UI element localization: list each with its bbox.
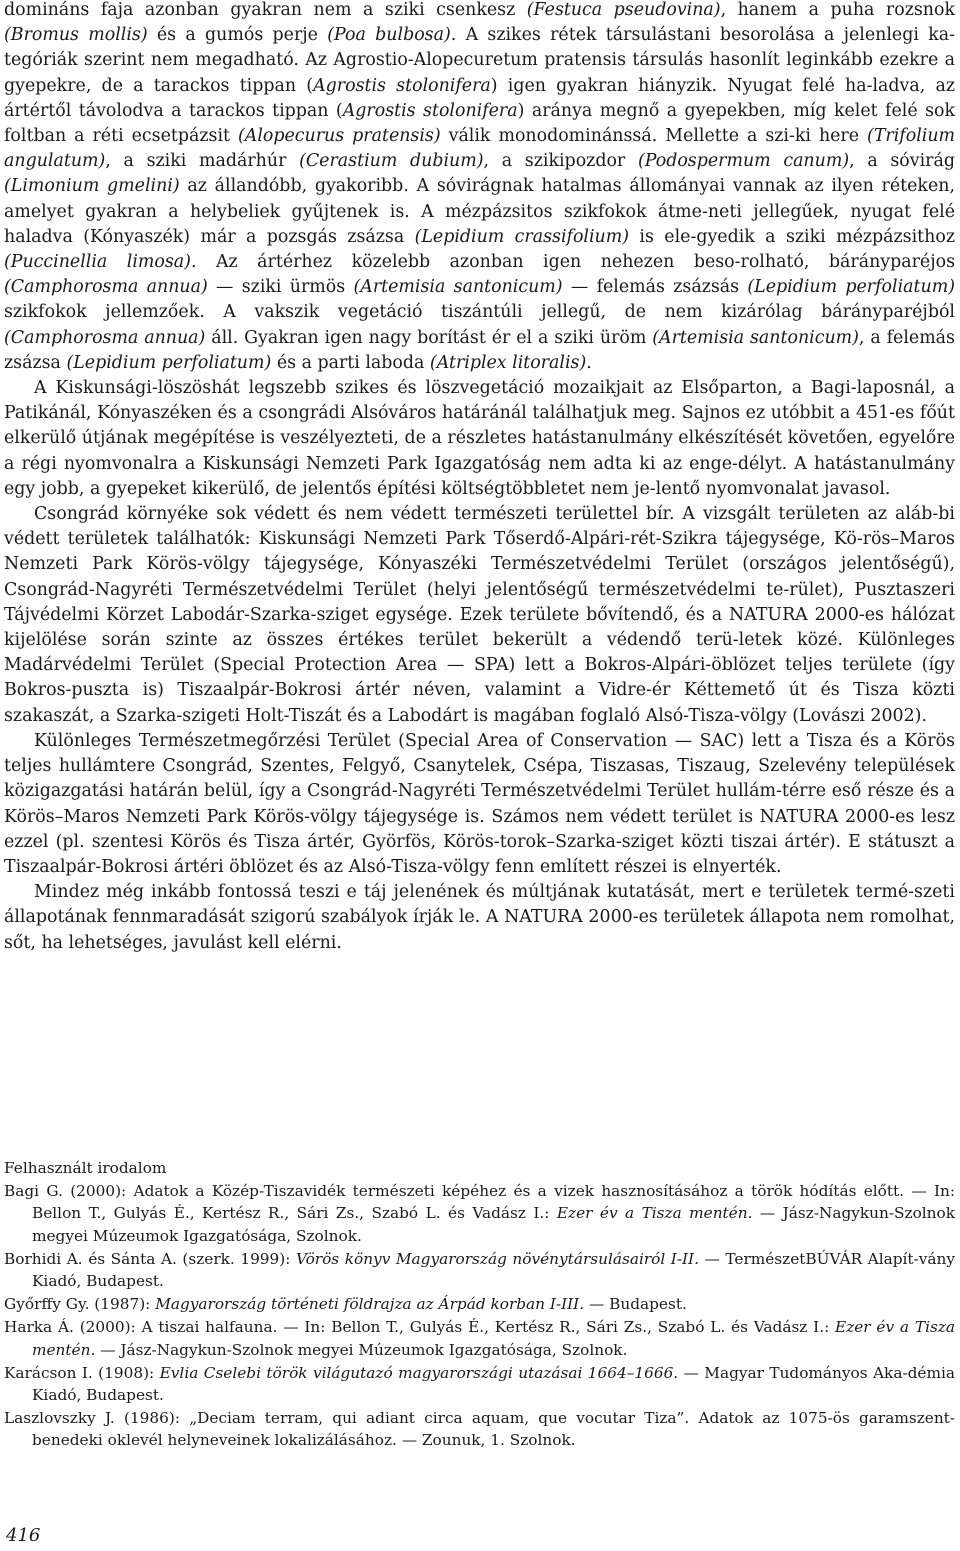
text-run: Bagi G. (2000): Adatok a Közép-Tiszavidék természeti képéhez és a vizek hasznosításához a török hódítás előtt. — In: Bellon T., Gulyás É., Kertész R., Sári Zs., Szabó L. és Vadász I.: xyxy=(4,1182,955,1223)
text-run: Borhidi A. és Sánta A. (szerk. 1999): xyxy=(4,1249,296,1268)
paragraph xyxy=(4,729,955,880)
italic-text-run: (Puccinellia limosa) xyxy=(4,252,191,273)
text-run: — felemás zsázsás xyxy=(562,277,748,298)
text-run: A Kiskunsági-löszöshát legszebb szikes és löszvegetáció mozaikjait az Elsőparton, a Bagi-laposnál, a Patikánál, Kónyaszéken és a csongrádi Alsóváros határánál találhatjuk meg. Sajnos ez utóbbit a 451-es főút elkerülő útjának megépítése is veszélyezteti, de a részletes hatástanulmány elkészítését követően, egyelőre a régi nyomvonalra a Kiskunsági Nemzeti Park Igazgatóság nem adta ki az enge-délyt. A hatástanulmány egy jobb, a gyepeket kikerülő, de jelentős építési költségtöbbletet nem je-lentő nyomvonalat javasol. xyxy=(4,378,955,499)
italic-text-run: (Cerastium dubium) xyxy=(299,151,484,172)
text-run: , hanem a puha rozsnok xyxy=(720,0,955,20)
italic-text-run: Agrostis stolonifera xyxy=(342,100,518,121)
text-run: , a sziki madárhúr xyxy=(105,151,300,172)
text-run: — Jász-Nagykun-Szolnok megyei Múzeumok Igazgatósága, Szolnok. xyxy=(95,1340,628,1359)
references-list xyxy=(4,1180,955,1451)
text-run: . A szikes rétek társulástani besorolása a jelenlegi ka-tegóriák szerint nem megadható. Az Agrostio-Alopecuretum pratensis társulás hasonlít leginkább ezekre a gyepekre, de a tarackos tippan ( xyxy=(4,25,955,96)
text-run: és a gumós perje xyxy=(147,25,328,46)
italic-text-run: (Lepidium crassifolium) xyxy=(414,226,630,247)
text-run: — sziki ürmös xyxy=(207,277,354,298)
text-run: — Magyar Tudományos Aka-démia Kiadó, Budapest. xyxy=(32,1363,955,1405)
italic-text-run: (Lepidium perfoliatum) xyxy=(66,352,272,373)
italic-text-run: (Alopecurus pratensis) xyxy=(237,126,441,147)
italic-text-run: (Poa bulbosa) xyxy=(327,25,451,46)
page-number: 416 xyxy=(6,1525,41,1546)
italic-text-run: (Trifolium angulatum) xyxy=(4,126,956,172)
text-run: ) aránya megnő a gyepekben, míg kelet felé sok foltban a réti ecsetpázsit xyxy=(4,100,955,147)
reference-entry xyxy=(4,1407,955,1451)
italic-text-run: Vörös könyv Magyarország növénytársulásairól I-II. xyxy=(295,1249,699,1268)
italic-text-run: (Podospermum canum) xyxy=(637,151,850,172)
text-run: , a sóvirág xyxy=(849,151,955,172)
reference-entry xyxy=(4,1293,955,1315)
paragraph xyxy=(4,0,955,376)
italic-text-run: (Lepidium perfoliatum) xyxy=(747,277,955,298)
reference-entry xyxy=(4,1180,955,1247)
reference-entry xyxy=(4,1316,955,1360)
text-run: domináns faja azonban gyakran nem a sziki csenkesz xyxy=(4,0,527,20)
text-run: válik monodominánssá. Mellette a szi-ki here xyxy=(440,126,868,147)
italic-text-run: Ezer év a Tisza mentén. xyxy=(32,1318,955,1359)
paragraph xyxy=(4,502,955,729)
italic-text-run: (Camphorosma annua) xyxy=(4,327,206,348)
paragraph xyxy=(4,376,955,502)
text-run: és a parti laboda xyxy=(271,352,430,373)
italic-text-run: (Camphorosma annua) xyxy=(4,277,208,298)
text-run: Különleges Természetmegőrzési Terület (Special Area of Conservation — SAC) lett a Tisza és a Körös teljes hullámtere Csongrád, Szentes, Felgyő, Csanytelek, Csépa, Tiszasas, Tiszaug, Szelevény települések közigazgatási határán belül, így a Csongrád-Nagyréti Természetvédelmi Terület hullám-térre eső része és a Körös–Maros Nemzeti Park Körös-völgy tájegysége is. Számos nem védett terület is NATURA 2000-es lesz ezzel (pl. szentesi Körös és Tisza ártér, Györfös, Körös-torok–Szarka-sziget közti tiszai ártér). E státuszt a Tiszaalpár-Bokrosi ártéri öblözet és az Alsó-Tisza-völgy fenn említett részei is elnyerték. xyxy=(4,730,955,877)
text-run: ) igen gyakran hiányzik. Nyugat felé ha-ladva, az ártértől távolodva a tarackos tippan ( xyxy=(4,75,956,121)
italic-text-run: Evlia Cselebi török világutazó magyarországi utazásai 1664–1666. xyxy=(159,1363,679,1382)
italic-text-run: (Limonium gmelini) xyxy=(4,176,180,197)
text-run: Karácson I. (1908): xyxy=(4,1363,160,1382)
text-run: Csongrád környéke sok védett és nem védett természeti területtel bír. A vizsgált területen az aláb-bi védett területek találhatók: Kiskunsági Nemzeti Park Tőserdő-Alpári-rét-Szikra tájegysége, Kö-rös–Maros Nemzeti Park Körös-völgy tájegysége, Kónyaszéki Természetvédelmi Terület (országos jelentőségű), Csongrád-Nagyréti Természetvédelmi Terület (helyi jelentőségű természetvédelmi te-rület), Pusztaszeri Tájvédelmi Körzet Labodár-Szarka-sziget egysége. Ezek területe bővítendő, és a NATURA 2000-es hálózat kijelölése során szinte az összes értékes terület bekerült a védendő terü-letek közé. Különleges Madárvédelmi Terület (Special Protection Area — SPA) lett a Bokros-Alpári-öblözet teljes területe (így Bokros-puszta is) Tiszaalpár-Bokrosi ártér néven, valamint a Vidre-ér Kéttemető út és Tisza közti szakaszát, a Szarka-szigeti Holt-Tiszát és a Labodárt is magában foglaló Alsó-Tisza-völgy (Lovászi 2002). xyxy=(4,504,955,726)
italic-text-run: Agrostis stolonifera xyxy=(313,75,491,96)
references-section xyxy=(4,1157,955,1453)
italic-text-run: (Festuca pseudovina) xyxy=(526,0,721,20)
text-run: az állandóbb, gyakoribb. A sóvirágnak hatalmas állományai vannak az ilyen réteken, amelyet gyakran a helybeliek gyűjtenek is. A mézpázsitos szikfokok átme-neti jellegűek, nyugat felé haladva (Kónyaszék) már a pozsgás zsázsa xyxy=(4,176,955,247)
text-run: — Budapest. xyxy=(584,1295,687,1314)
reference-entry xyxy=(4,1248,955,1292)
text-run: , a felemás zsázsa xyxy=(4,327,955,373)
body-text xyxy=(4,0,955,956)
references-heading: Felhasznált irodalom xyxy=(4,1159,167,1177)
italic-text-run: Ezer év a Tisza mentén. xyxy=(556,1204,753,1223)
text-run: áll. Gyakran igen nagy borítást ér el a sziki üröm xyxy=(205,327,653,348)
text-run: Mindez még inkább fontossá teszi e táj jelenének és múltjának kutatását, mert e területek termé-szeti állapotának fennmaradását szigorú szabályok írják le. A NATURA 2000-es területek állapota nem romolhat, sőt, ha lehetséges, javulást kell elérni. xyxy=(4,882,955,953)
text-run: Harka Á. (2000): A tiszai halfauna. — In: Bellon T., Gulyás É., Kertész R., Sári Zs., Szabó L. és Vadász I.: xyxy=(4,1318,836,1337)
italic-text-run: (Atriplex litoralis) xyxy=(429,352,587,373)
text-run: . Az ártérhez közelebb azonban igen nehezen beso-rolható, bárányparéjos xyxy=(190,252,956,273)
reference-entry xyxy=(4,1362,955,1406)
text-run: — TermészetBÚVÁR Alapít-vány Kiadó, Budapest. xyxy=(32,1249,955,1291)
italic-text-run: (Artemisia santonicum) xyxy=(353,277,563,298)
text-run: , a szikipozdor xyxy=(483,151,638,172)
text-run: szikfokok jellemzőek. A vakszik vegetáció tiszántúli jellegű, de nem kizárólag bárányparéjból xyxy=(4,302,955,323)
text-run: — Jász-Nagykun-Szolnok megyei Múzeumok Igazgatósága, Szolnok. xyxy=(32,1204,956,1245)
paragraph xyxy=(4,880,955,956)
text-run: Győrffy Gy. (1987): xyxy=(4,1295,156,1314)
italic-text-run: (Artemisia santonicum) xyxy=(652,327,859,348)
italic-text-run: Magyarország történeti földrajza az Árpád korban I-III. xyxy=(155,1295,585,1314)
italic-text-run: (Bromus mollis) xyxy=(4,25,148,46)
text-run: Laszlovszky J. (1986): „Deciam terram, qui adiant circa aquam, que vocutar Tiza”. Adatok az 1075-ös garamszent-benedeki oklevél helyneveinek lokalizálásához. — Zounuk, 1. Szolnok. xyxy=(4,1409,955,1450)
text-run: . xyxy=(586,352,592,373)
text-run: is ele-gyedik a sziki mézpázsithoz xyxy=(629,226,955,247)
